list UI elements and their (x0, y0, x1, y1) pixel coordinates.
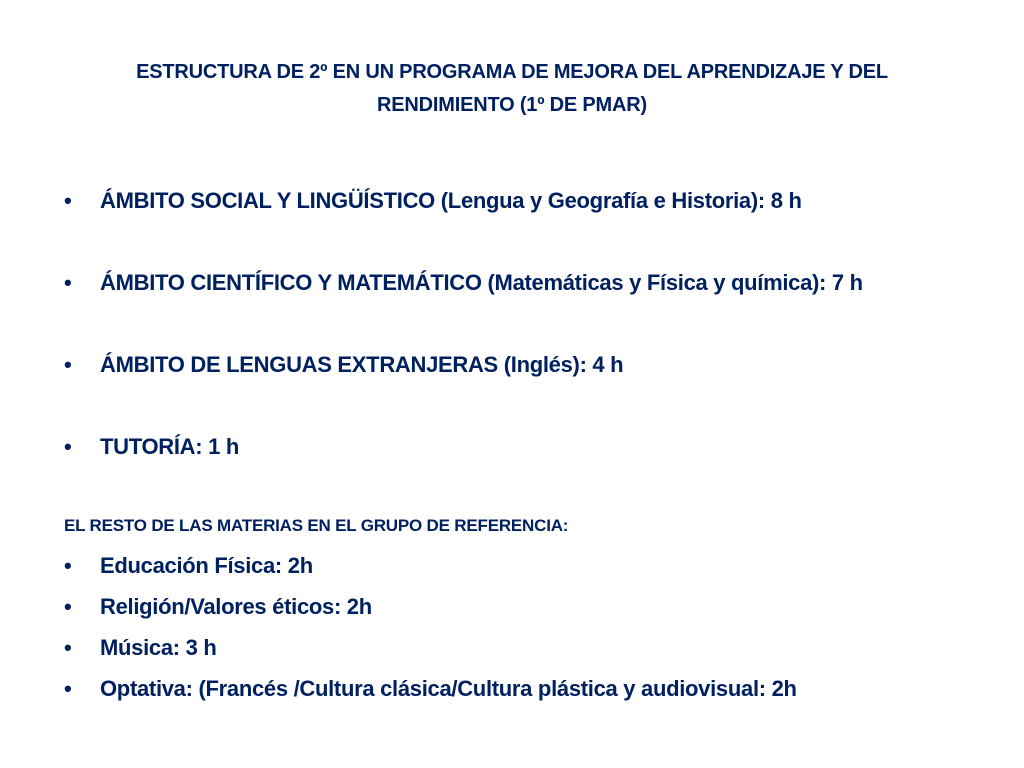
bullet-icon: • (64, 188, 72, 213)
section-subheading: EL RESTO DE LAS MATERIAS EN EL GRUPO DE REFERENCIA: (64, 516, 569, 535)
list-item (64, 262, 863, 303)
bullet-icon: • (64, 594, 72, 619)
list-item (64, 180, 863, 221)
list-item (64, 545, 797, 586)
list-item (64, 627, 797, 668)
slide-title-line-2: RENDIMIENTO (1º DE PMAR) (377, 94, 647, 116)
bullet-icon: • (64, 270, 72, 295)
list-item-text: TUTORÍA: 1 h (100, 434, 239, 459)
list-item-text: ÁMBITO DE LENGUAS EXTRANJERAS (Inglés): 4 h (100, 352, 624, 377)
list-item-text: Religión/Valores éticos: 2h (100, 594, 372, 619)
list-item (64, 668, 797, 709)
bullet-icon: • (64, 676, 72, 701)
list-item-text: Optativa: (Francés /Cultura clásica/Cultura plástica y audiovisual: 2h (100, 676, 797, 701)
list-item-text: ÁMBITO CIENTÍFICO Y MATEMÁTICO (Matemáticas y Física y química): 7 h (100, 270, 863, 295)
slide-title (40, 56, 984, 122)
bullet-icon: • (64, 352, 72, 377)
list-item-text: ÁMBITO SOCIAL Y LINGÜÍSTICO (Lengua y Geografía e Historia): 8 h (100, 188, 802, 213)
list-item (64, 426, 863, 467)
list-item-text: Educación Física: 2h (100, 553, 313, 578)
main-bullet-list (64, 180, 863, 508)
bullet-icon: • (64, 434, 72, 459)
bullet-icon: • (64, 635, 72, 660)
slide-title-line-1: ESTRUCTURA DE 2º EN UN PROGRAMA DE MEJORA DEL APRENDIZAJE Y DEL (136, 61, 888, 83)
list-item (64, 344, 863, 385)
bullet-icon: • (64, 553, 72, 578)
list-item (64, 586, 797, 627)
sub-bullet-list (64, 545, 797, 709)
list-item-text: Música: 3 h (100, 635, 217, 660)
